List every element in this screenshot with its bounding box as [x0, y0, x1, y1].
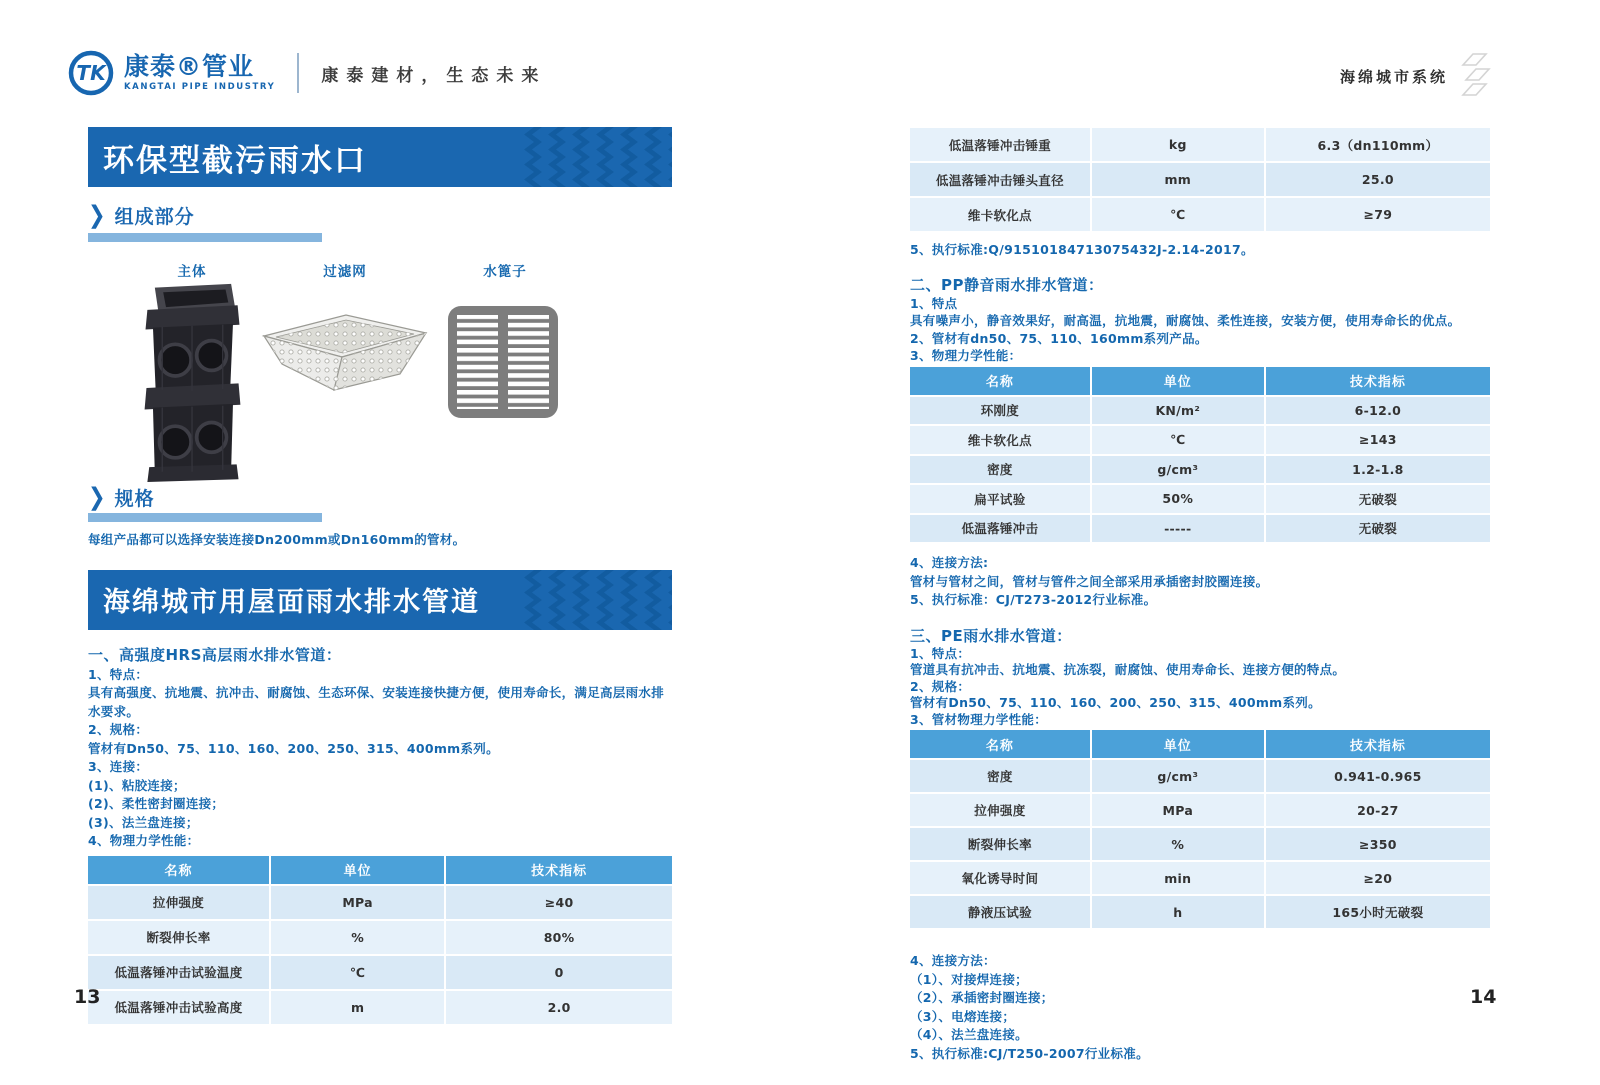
text-line: (1)、粘胶连接；: [88, 777, 186, 793]
table-cell: 静液压试验: [910, 894, 1090, 928]
table-cell: 80%: [444, 919, 672, 954]
table-cell: %: [1090, 826, 1264, 860]
text-line: 1、特点：: [88, 666, 149, 682]
table-cell: MPa: [269, 886, 444, 919]
table-cell: 低温落锤冲击锤头直径: [910, 161, 1090, 196]
table-row: [910, 826, 1490, 860]
table-row: [910, 128, 1490, 161]
section-underline: [88, 233, 322, 242]
section-heading-spec: [88, 482, 672, 511]
text-line: (3)、法兰盘连接；: [88, 814, 199, 830]
pe-connection-block: [910, 952, 1490, 1063]
text-line: 4、连接方法：: [910, 953, 996, 968]
text-line: 管材与管材之间，管材与管件之间全部采用承插密封胶圈连接。: [910, 573, 1269, 589]
hrs-spec-table-continued: [910, 128, 1490, 231]
text-line: 2、规格：: [910, 678, 971, 694]
table-cell: 拉伸强度: [88, 886, 269, 919]
table-header-cell: 名称: [910, 730, 1090, 760]
catch-basin-body-image: [130, 282, 255, 482]
brand-logo: [68, 50, 546, 96]
hrs-text-block: [88, 666, 672, 851]
table-header-cell: 技术指标: [1264, 367, 1490, 397]
table-cell: 0.941-0.965: [1264, 760, 1490, 792]
text-line: 具有噪声小，静音效果好，耐高温，抗地震，耐腐蚀、柔性连接，安装方便，使用寿命长的优点。: [910, 313, 1461, 328]
table-cell: ≥79: [1264, 196, 1490, 231]
text-line: （3）、电熔连接；: [910, 1008, 1016, 1024]
table-cell: MPa: [1090, 792, 1264, 826]
chevron-icon: ❯: [88, 482, 106, 511]
sponge-city-chevron-icon: [1458, 52, 1494, 100]
section-title: 规格: [114, 487, 155, 510]
section-title: 组成部分: [114, 205, 195, 228]
hrs-spec-table: [88, 856, 672, 1024]
section-underline: [88, 513, 322, 522]
table-cell: min: [1090, 860, 1264, 894]
table-row: [910, 483, 1490, 513]
banner-title: 海绵城市用屋面雨水排水管道: [103, 587, 480, 618]
pe-text-block: [910, 646, 1490, 729]
table-row: [910, 454, 1490, 484]
table-cell: g/cm³: [1090, 454, 1264, 484]
table-cell: 无破裂: [1264, 513, 1490, 543]
table-header-row: [88, 856, 672, 886]
header-right: [1340, 52, 1494, 100]
table-cell: ≥20: [1264, 860, 1490, 894]
table-header-cell: 单位: [1090, 367, 1264, 397]
text-line: 2、管材有dn50、75、110、160mm系列产品。: [910, 330, 1208, 346]
pe-spec-table: [910, 730, 1490, 928]
table-cell: 0: [444, 954, 672, 989]
text-line: 5、执行标准:CJ/T250-2007行业标准。: [910, 1045, 1149, 1061]
table-cell: 无破裂: [1264, 483, 1490, 513]
table-cell: ≥40: [444, 886, 672, 919]
table-header-cell: 名称: [910, 367, 1090, 397]
table-cell: 氧化诱导时间: [910, 860, 1090, 894]
table-cell: 断裂伸长率: [910, 826, 1090, 860]
component-label-body: 主体: [177, 264, 207, 280]
svg-text:TK: TK: [76, 61, 106, 85]
text-line: 具有高强度、抗地震、抗冲击、耐腐蚀、生态环保、安装连接快捷方便，使用寿命长，满足高层雨水排水要求。: [88, 685, 665, 719]
subsection-heading-pe: 三、PE雨水排水管道：: [910, 626, 1072, 645]
text-line: 2、规格：: [88, 722, 149, 737]
table-header-cell: 名称: [88, 856, 269, 886]
spec-text: 每组产品都可以选择安装连接Dn200mm或Dn160mm的管材。: [88, 532, 466, 547]
table-cell: 扁平试验: [910, 483, 1090, 513]
page-number-left: 13: [74, 986, 101, 1008]
table-cell: mm: [1090, 161, 1264, 196]
text-line: (2)、柔性密封圈连接；: [88, 796, 225, 811]
table-cell: 维卡软化点: [910, 196, 1090, 231]
table-row: [88, 954, 672, 989]
page-banner-sponge-city-pipes: [88, 570, 672, 630]
text-line: 3、管材物理力学性能：: [910, 711, 1047, 727]
table-cell: m: [269, 989, 444, 1024]
hrs-standard-line: 5、执行标准:Q/91510184713075432J-2.14-2017。: [910, 242, 1254, 257]
table-row: [88, 919, 672, 954]
logo-ring-icon: [68, 50, 114, 96]
table-row: [910, 161, 1490, 196]
pp-spec-table: [910, 367, 1490, 543]
table-cell: -----: [1090, 513, 1264, 543]
table-cell: 25.0: [1264, 161, 1490, 196]
left-page: [88, 127, 672, 1024]
table-cell: ≥350: [1264, 826, 1490, 860]
text-line: （2）、承插密封圈连接；: [910, 990, 1054, 1005]
pp-connection-block: [910, 554, 1490, 610]
table-header-row: [910, 367, 1490, 397]
header-divider: [297, 53, 299, 93]
table-row: [910, 760, 1490, 792]
subsection-heading-hrs: 一、高强度HRS高层雨水排水管道：: [88, 645, 342, 664]
table-cell: 低温落锤冲击: [910, 513, 1090, 543]
table-header-cell: 技术指标: [444, 856, 672, 886]
table-row: [910, 792, 1490, 826]
table-cell: ≥143: [1264, 424, 1490, 454]
table-cell: 断裂伸长率: [88, 919, 269, 954]
table-cell: 165小时无破裂: [1264, 894, 1490, 928]
table-header-cell: 技术指标: [1264, 730, 1490, 760]
table-cell: ℃: [269, 954, 444, 989]
component-label-filter: 过滤网: [323, 264, 367, 280]
right-page: [910, 128, 1490, 1063]
table-header-row: [910, 730, 1490, 760]
table-cell: 2.0: [444, 989, 672, 1024]
table-row: [910, 894, 1490, 928]
page-number-right: 14: [1470, 986, 1497, 1008]
table-cell: 6-12.0: [1264, 397, 1490, 425]
table-row: [88, 886, 672, 919]
subsection-heading-pp: 二、PP静音雨水排水管道：: [910, 275, 1104, 294]
brand-name: 康泰®管业: [124, 52, 255, 82]
text-line: 4、连接方法:: [910, 555, 989, 570]
page-banner-rainwater-inlet: [88, 127, 672, 187]
brand-text: [124, 54, 275, 92]
table-cell: 环刚度: [910, 397, 1090, 425]
table-row: [910, 424, 1490, 454]
banner-chevron-pattern: [522, 127, 672, 187]
pp-text-block: [910, 295, 1490, 365]
table-cell: KN/m²: [1090, 397, 1264, 425]
component-label-grate: 水篦子: [483, 264, 527, 280]
text-line: （1）、对接焊连接；: [910, 971, 1028, 987]
table-cell: ℃: [1090, 424, 1264, 454]
table-header-cell: 单位: [1090, 730, 1264, 760]
component-images-row: [88, 260, 672, 482]
table-cell: 低温落锤冲击试验高度: [88, 989, 269, 1024]
banner-chevron-pattern: [522, 570, 672, 630]
text-line: （4）、法兰盘连接。: [910, 1027, 1028, 1042]
header-right-label: 海绵城市系统: [1340, 67, 1449, 86]
table-cell: g/cm³: [1090, 760, 1264, 792]
text-line: 管道具有抗冲击、抗地震、抗冻裂，耐腐蚀、使用寿命长、连接方便的特点。: [910, 662, 1346, 677]
table-row: [910, 196, 1490, 231]
text-line: 1、特点: [910, 295, 958, 311]
brand-slogan: 康泰建材，生态未来: [321, 65, 547, 86]
table-cell: 低温落锤冲击锤重: [910, 128, 1090, 161]
section-heading-components: [88, 200, 672, 229]
text-line: 3、物理力学性能：: [910, 348, 1022, 363]
text-line: 3、连接：: [88, 759, 149, 774]
table-cell: 6.3（dn110mm）: [1264, 128, 1490, 161]
table-cell: 1.2-1.8: [1264, 454, 1490, 484]
text-line: 4、物理力学性能：: [88, 833, 200, 848]
table-cell: ℃: [1090, 196, 1264, 231]
table-cell: 低温落锤冲击试验温度: [88, 954, 269, 989]
table-cell: 密度: [910, 760, 1090, 792]
drain-grate-image: [448, 306, 558, 418]
table-row: [910, 513, 1490, 543]
brand-subtitle: KANGTAI PIPE INDUSTRY: [124, 82, 276, 93]
table-header-cell: 单位: [269, 856, 444, 886]
table-cell: 20-27: [1264, 792, 1490, 826]
table-cell: kg: [1090, 128, 1264, 161]
table-cell: %: [269, 919, 444, 954]
table-cell: 50%: [1090, 483, 1264, 513]
filter-basket-image: [260, 312, 430, 398]
text-line: 管材有Dn50、75、110、160、200、250、315、400mm系列。: [910, 695, 1321, 710]
table-row: [910, 860, 1490, 894]
chevron-icon: ❯: [88, 200, 106, 229]
table-cell: 拉伸强度: [910, 792, 1090, 826]
table-row: [88, 989, 672, 1024]
table-row: [910, 397, 1490, 425]
banner-title: 环保型截污雨水口: [103, 142, 367, 179]
text-line: 管材有Dn50、75、110、160、200、250、315、400mm系列。: [88, 740, 499, 756]
table-cell: 维卡软化点: [910, 424, 1090, 454]
table-cell: h: [1090, 894, 1264, 928]
text-line: 5、执行标准：CJ/T273-2012行业标准。: [910, 592, 1157, 607]
text-line: 1、特点：: [910, 645, 971, 661]
table-cell: 密度: [910, 454, 1090, 484]
